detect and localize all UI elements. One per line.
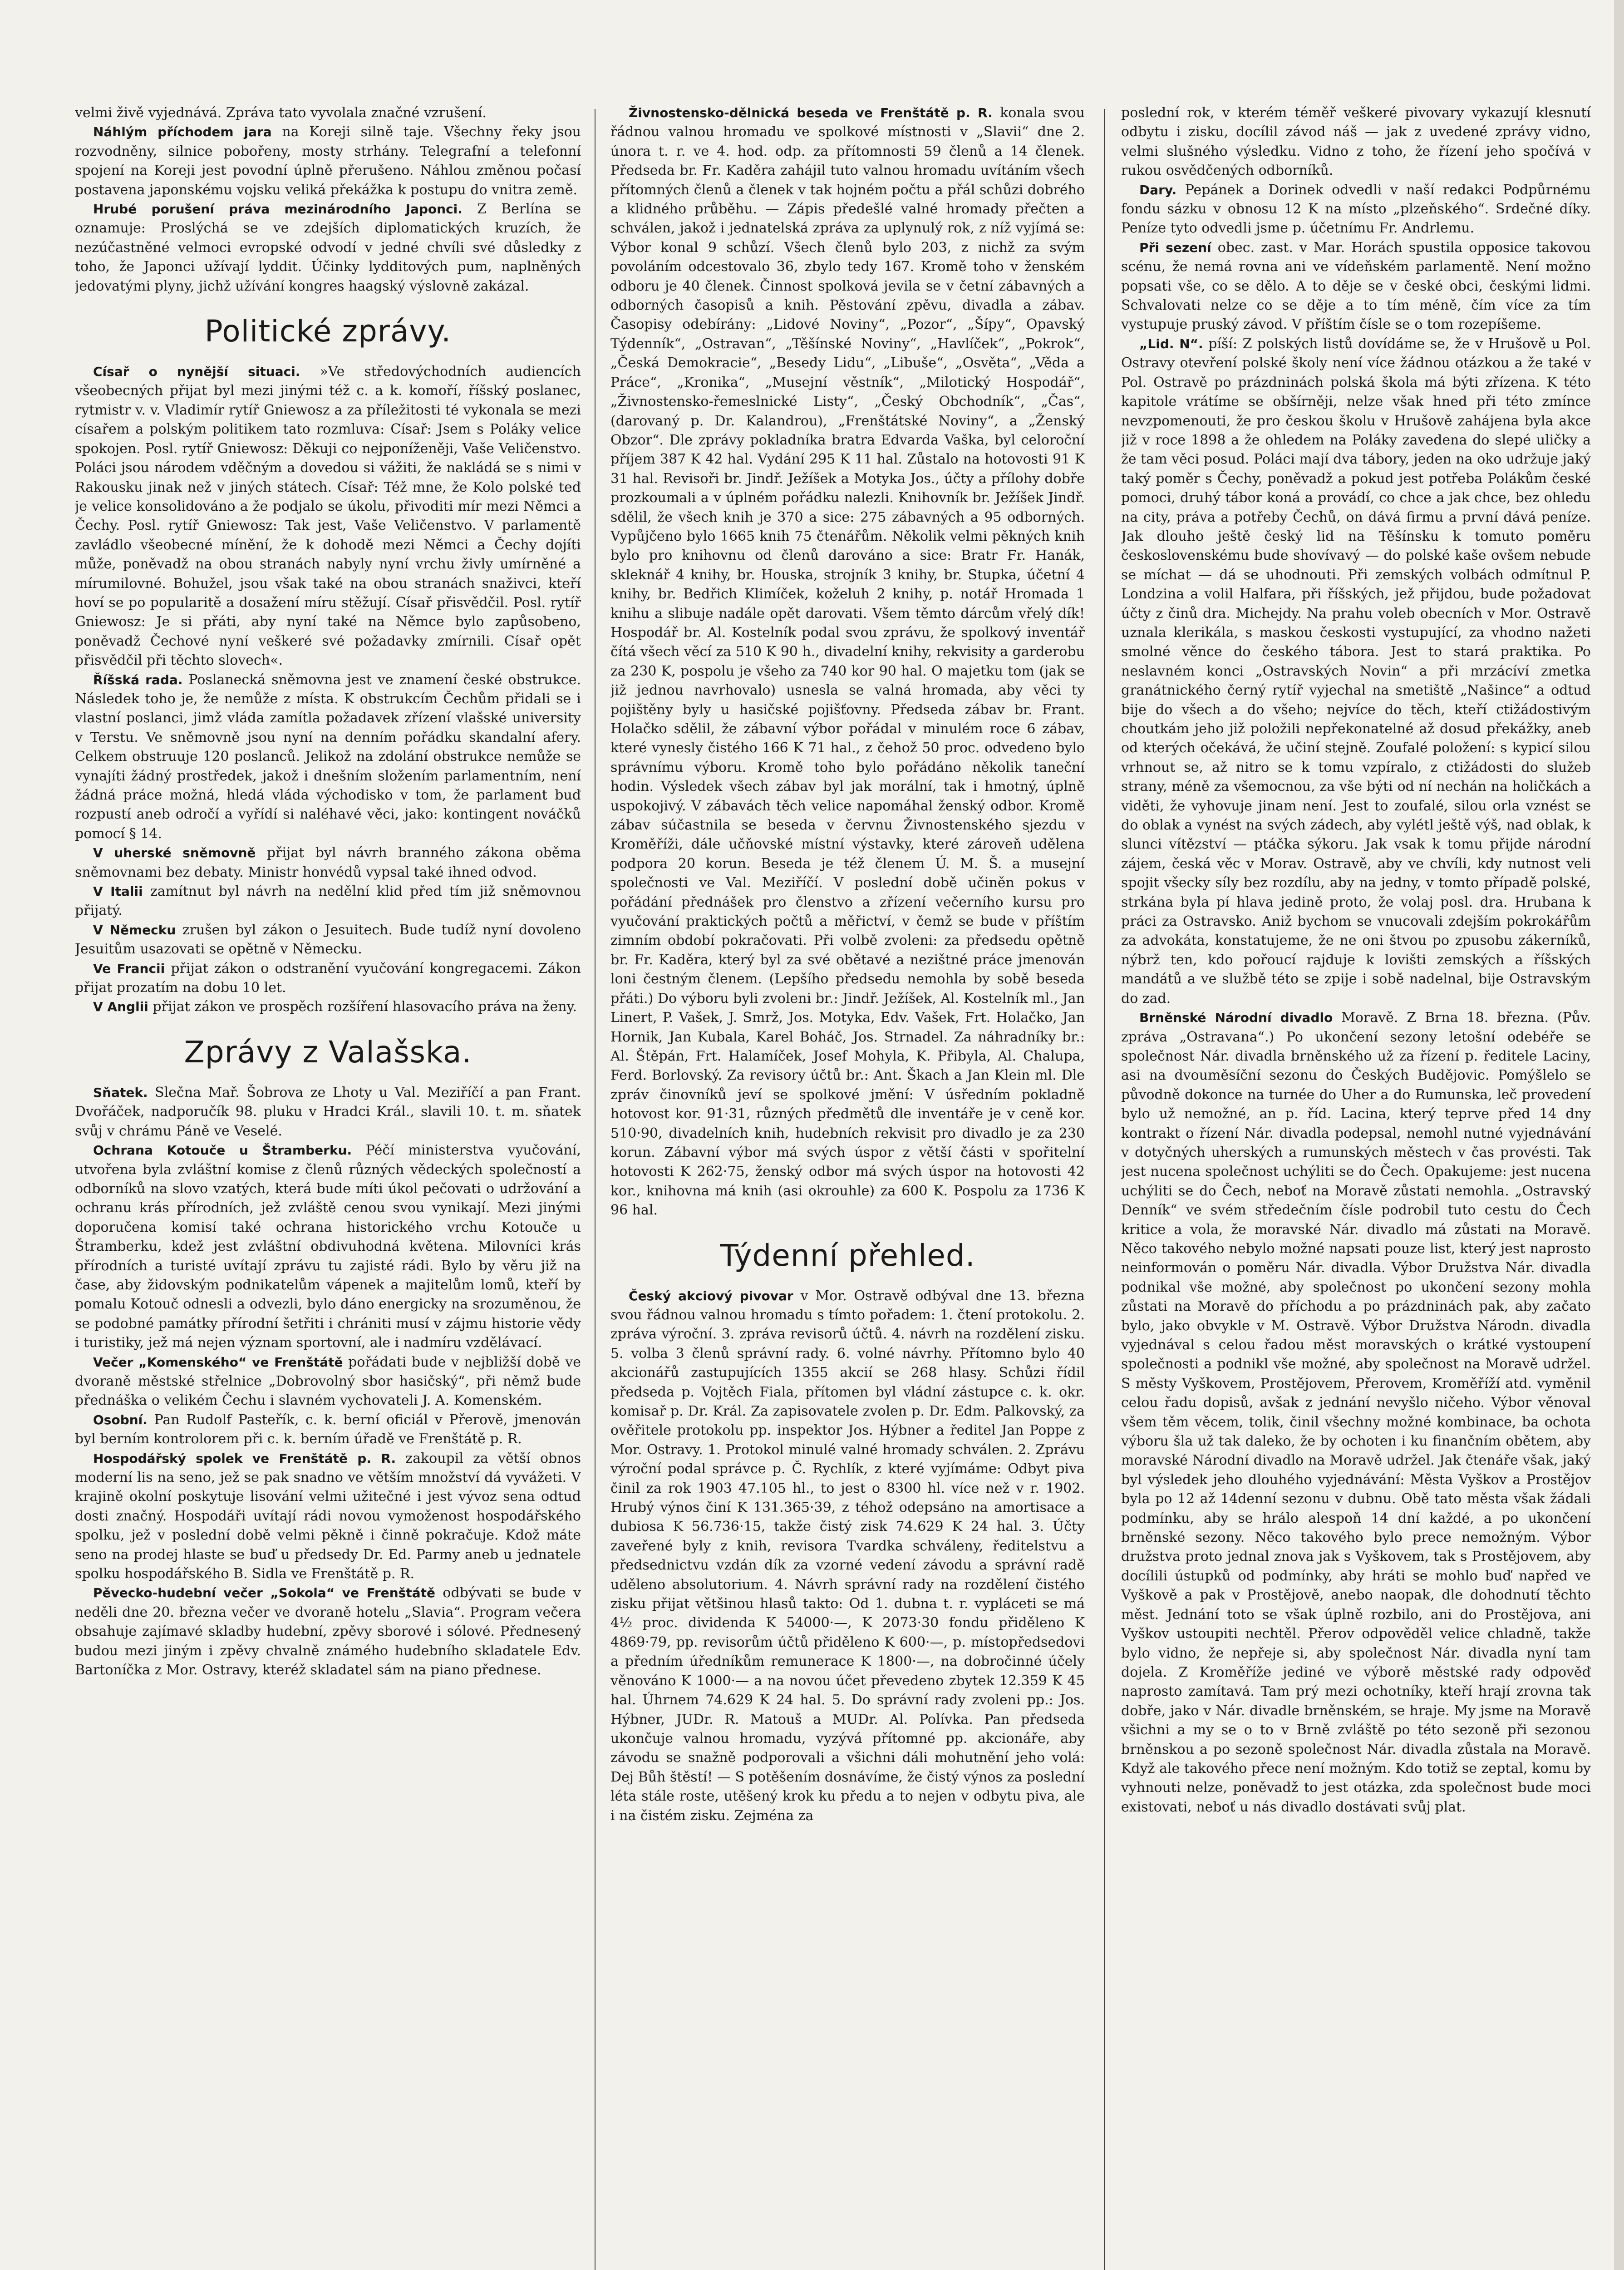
news-item <box>75 362 581 671</box>
news-item <box>1121 238 1591 335</box>
intro-text: velmi živě vyjednává. Zpráva tato vyvolala značné vzrušení. <box>75 105 487 121</box>
news-headline: Osobní. <box>93 1412 148 1427</box>
news-item <box>75 1083 581 1141</box>
news-headline: Večer „Komenského“ ve Frenštátě <box>93 1354 343 1370</box>
news-headline: V Italii <box>93 884 143 899</box>
column-rule-2 <box>1104 109 1105 2270</box>
news-text: Pepánek a Dorinek odvedli v naší redakci Podpůrnému fondu sázku v obnosu 12 K na místo „plzeňského“. Srdečné díky. Peníze tyto odvedli jsme p. účetnímu Fr. Andrlemu. <box>1121 182 1591 237</box>
news-item <box>75 921 581 959</box>
news-headline: Živnostensko-dělnická beseda ve Frenštátě p. R. <box>629 105 993 120</box>
news-text: Poslanecká sněmovna jest ve znamení české obstrukce. Následek toho je, že nemůže z místa. K obstrukcím Čechům přidali se i vlastní poslanci, jimž vláda zamítla požadavek zřízení vlašské university v Terstu. Ve sněmovně jsou nyní na denním pořádku skandalní afery. Celkem obstruuje 120 poslanců. Jelikož na zdolání obstrukce nemůže se vynajíti žádný prostředek, jakož i dnešním složením parlamentním, není žádná práce možná, hledá vláda východisko v tom, že parlament buď rozpustí aneb odročí a vyřídí si naléhavé věci, jako: kontingent nováčků pomocí § 14. <box>75 671 581 842</box>
section-title-zpravy-z-valasska: Zprávy z Valašska. <box>184 1034 472 1070</box>
news-text: obec. zast. v Mar. Horách spustila opposice takovou scénu, že nemá rovna ani ve vídeňském parlamentě. Není možno popsati vše, co se dělo. A to děje se v české obci, českými lidmi. Schvalovati nelze co se děje a to tím méně, čím více za tím vystupuje pruský závod. V příštím čísle se o tom rozepíšeme. <box>1121 239 1591 333</box>
news-text: konala svou řádnou valnou hromadu ve spolkové místnosti v „Slavii“ dne 2. února t. r. ve 4. hod. odp. za přítomnosti 59 členů a 14 členek. Předseda br. Fr. Kaděra zahájil tuto valnou hromadu uvítáním všech přítomných členů a členek v tak hojném počtu a přál schůzi dobrého a klidného průběhu. — Zápis předešlé valné hromady přečten a schválen, jakož i jednatelská zpráva za uplynulý rok, z níž vyjímá se: Výbor konal 9 schůzí. Všech členů bylo 203, z nichž za svým povoláním odcestovalo 36, zbylo tedy 167. Kromě toho v ženském odboru je 40 členek. Činnost spolková jevila se v četní zábavných a odborných časopisů a knih. Pěstování zpěvu, divadla a zábav. Časopisy odebírány: „Lidové Noviny“, „Pozor“, „Šípy“, Opavský Týdenník“, „Ostravan“, „Těšínské Noviny“, „Havlíček“, „Pokrok“, „Česká Demokracie“, „Besedy Lidu“, „Libuše“, „Osvěta“, „Věda a Práce“, „Kronika“, „Musejní věstník“, „Milotický Hospodář“, „Živnostensko-řemeslnické Listy“, „Český Obchodník“, „Čas“, (darovaný p. Dr. Kalandrou), „Frenštátské Noviny“, a „Ženský Obzor“. Dle zprávy pokladníka bratra Edvarda Vaška, byl celoroční příjem 387 K 42 hal. Vydání 295 K 11 hal. Zůstalo na hotovosti 91 K 31 hal. Revisoři br. Jindř. Ježíšek a Motyka Jos., účty a přílohy dobře prozkoumali a v úplném pořádku nalezli. Knihovník br. Ježíšek Jindř. sdělil, že všech knih je 370 a sice: 275 zábavných a 95 odborných. Vypůjčeno bylo 1665 knih 75 čtenářům. Několik velmi pěkných knih bylo pro knihovnu od členů darováno a sice: Bratr Fr. Hanák, skleknář 4 knihy, br. Houska, strojník 3 knihy, br. Stupka, účetní 4 knihy, br. Bedřich Klimíček, koželuh 2 knihy, p. notář Hromada 1 knihu a slibuje nadále opět darovati. Všem těmto dárcům vřelý dík! Hospodář br. Al. Kostelník podal svou zprávu, že spolkový inventář čítá všech věcí za 510 K 90 h., divadelní knihy, rekvisity a garderobu za 230 K, pospolu je všeho za 740 kor 90 hal. O majetku tom (jak se již jednou navrhovalo) usnesla se valná hromada, aby věci ty pojištěny byly u hasičské pojišťovny. Předseda zábav br. Frant. Holačko sdělil, že zábavní výbor pořádal v minulém roce 6 zábav, které vynesly čistého 166 K 71 hal., z čehož 50 proc. odvedeno bylo správnímu výboru. Kromě toho bylo pořádáno několik taneční hodin. Výsledek všech zábav byl jak morální, tak i hmotný, úplně uspokojivý. V zábavách těch velice napomáhal ženský odbor. Kromě zábav súčastnila se beseda v červnu Živnostenského sjezdu v Kroměříži, dále učňovské místní výstavky, které zároveň udělena podpora 20 korun. Beseda je též členem Ú. M. Š. a musejní společnosti ve Val. Meziříčí. V poslední době učiněn pokus v pořádání přednášek pro členstvo a zřízení večerního kursu pro vyučování praktických počtů a měřictví, v čemž se bude v příštím zimním období pokračovati. Při volbě zvoleni: za předsedu opětně br. Fr. Kaděra, který byl za své obětavé a nezištné práce jmenován loni čestným členem. (Lepšího předsedu nemohla by sobě beseda přáti.) Do výboru byli zvoleni br.: Jindř. Ježíšek, Al. Kostelník ml., Jan Linert, P. Vašek, J. Smrž, Jos. Motyka, Edv. Vašek, Frt. Holačko, Jan Hornik, Jan Kubala, Karel Boháč, Jos. Strnadel. Za náhradníky br.: Al. Štěpán, Frt. Halamíček, Josef Mohyla, K. Přibyla, Al. Chalupa, Ferd. Borlovský. Za revisory účtů br.: Ant. Škach a Jan Klein ml. Dle zpráv činovníků jeví se spolkové jmění: V úsředním pokladně hotovost kor. 91·31, různých předmětů dle inventáře je v ceně kor. 510·90, divadelních knih, hudebních rekvisit pro divadlo je za 230 korun. Zábavní výbor má svých úspor z větší části v spořitelní hotovosti K 262·75, ženský odbor má svých úspor na hotovosti 42 kor., knihovna má knih (asi okrouhle) za 600 K. Pospolu za 1736 K 96 hal. <box>610 105 1085 1219</box>
news-text: na Koreji silně taje. Všechny řeky jsou rozvodněny, silnice pobořeny, mosty strhány. Telegrafní a telefonní spojení na Koreji jest povodní úplně přerušeno. Náhlou změnou počasí postavena japonskému vojsku veliká překážka k postupu do vnitra země. <box>75 124 581 198</box>
news-text: Moravě. Z Brna 18. března. (Pův. zpráva „Ostravana“.) Po ukončení sezony letošní odebéře se společnost Nár. divadla brněnského už za řízení p. ředitele Laciny, asi na dvouměsíční sezonu do Českých Budějovic. Pomýšlelo se původně dokonce na turnée do Uher a do Rumunska, leč provedení bylo už nemožné, an p. říd. Lacina, který teprve před 14 dny kontrakt o řízení Nár. divadla podepsal, nemohl nutné vyjednávání v dotyčných uherských a rumunských městech v čas provésti. Tak jest nucena společnost uchýliti se do Čech. Opakujeme: jest nucena uchýliti se do Čech, neboť na Moravě zůstati nemohla. „Ostravský Denník“ ve svém středečním čísle podrobil tuto cestu do Čech kritice a vola, že moravské Nár. divadlo má zůstati na Moravě. Něco takového nebylo možné napsati pouze list, který jest naprosto neinformován o poměru Nár. divadla. Výbor Družstva Nár. divadla podnikal vše možné, aby společnost po ukončení sezony mohla zůstati na Moravě do příchodu a po prázdninách pak, aby začato bylo, jako obvykle v M. Ostravě. Výbor Družstva Národn. divadla vyjednával s celou řadou měst moravských o krátké vystoupení společnosti a podnikl vše možné, aby společnost na Moravě udržel. S městy Vyškovem, Prostějovem, Přerovem, Kroměříží atd. vyměnil celou řadu dopisů, avšak z jednání nevyšlo ničeho. Výbor věnoval všem těm věcem, tolik, činil všechny možné kombinace, ba ochota výboru šla už tak daleko, že by ochoten i ku finančním obětem, aby moravské Národní divadlo na Moravě udržel. Jak čtenáře však, jaký byl výsledek jeho dlouhého vyjednávání: Města Vyškov a Prostějov byla po 12 až 14denní sezonu v dubnu. Obě tato města však žádali podmínku, aby se hrálo alespoň 14 dní každé, a po ukončení brněnské sezony. Něco takového bylo prece nemožným. Výbor družstva proto jednal znova jak s Vyškovem, tak s Prostějovem, aby docílili ústupků od podmínky, aby hráti se mohlo buď napřed ve Vyškově a pak v Prostějově, anebo naopak, dle dohodnutí těchto měst. Jednání toto se však úplně rozbilo, ani do Prostějova, ani Vyškov ustoupiti nechtěl. Přerov odpověděl velice chladně, takže bylo vidno, že nepřeje si, aby společnost Nár. divadla nyní tam dojela. Z Kroměříže jediné ve výborě městské rady odpověď naprosto zamítavá. Tam prý mezi ochotníky, kteří hrají zrovna tak dobře, jako v Nár. divadle brněnském, se hraje. My jsme na Moravě všichni a my se o to v Brně zvláště po této sezoně při sezonou brněnskou a po sezoně společnost Nár. divadla zůstala na Moravě. Když ale takového přece není možným. Kdo totiž se zeptal, komu by vyhnouti nelze, poněvadž to jest otázka, zda společnost bude moci existovati, neboť u nás divadlo dostávati svůj plat. <box>1121 1010 1591 1815</box>
news-item <box>75 1141 581 1352</box>
news-headline: Dary. <box>1139 182 1177 197</box>
news-item <box>75 997 581 1017</box>
news-text: v Mor. Ostravě odbýval dne 13. března svou řádnou valnou hromadu s tímto pořadem: 1. čtení protokolu. 2. zpráva výroční. 3. zpráva revisorů účtů. 4. návrh na rozdělení zisku. 5. volba 3 členů správní rady. 6. volné návrhy. Přítomno bylo 40 akcionářů zastupujících 1355 akcií se 268 hlasy. Schůzi řídil předseda p. Vojtěch Fiala, přítomen byl vládní zástupce c. k. okr. komisař p. Dr. Král. Za zapisovatele zvolen p. Dr. Edm. Palkovský, za ověřitele protokolu pp. inspektor Jos. Hýbner a ředitel Jan Poppe z Mor. Ostravy. 1. Protokol minulé valné hromady schválen. 2. Zprávu výroční podal správce p. Č. Rychlík, z které vyjímáme: Odbyt piva činil za rok 1903 47.105 hl., to jest o 8300 hl. více než v r. 1902. Hrubý výnos činí K 131.365·39, z téhož odepsáno na amortisace a dubiosa K 56.736·15, takže čistý zisk 74.629 K 24 hal. 3. Účty zaveřené byly z knih, revisora Tvardka schváleny, ředitelstvu a předsednictvu vzdán dík za vzorné vedení závodu a správní radě uděleno absolutorium. 4. Návrh správní rady na rozdělení čistého zisku přijat většinou hlasů takto: Od 1. dubna t. r. vypláceti se má 4½ proc. dividenda K 54000·—, K 2073·30 fondu přiděleno K 4869·79, pp. revisorům účtů přiděleno K 600·—, p. místopředsedovi a předním úředníkům remunerace K 1800·—, na dobročinné účely věnováno K 1000·— a na novou účet převedeno zbytek 12.359 K 45 hal. Úhrnem 74.629 K 24 hal. 5. Do správní rady zvoleni pp.: Jos. Hýbner, JUDr. R. Matouš a MUDr. Al. Polívka. Pan předseda ukončuje valnou hromadu, vyzývá přítomné pp. akcionáře, aby závodu se snažně podporovali a všichni dáli mohutnění jeho volá: Dej Bůh štěstí! — S potěšením dosnávíme, že čistý výnos za poslední léta stále roste, utěšený krok ku předu a to nejen v odbytu piva, ale i na čistém zisku. Zejména za <box>610 1288 1085 1824</box>
news-headline: V Anglii <box>93 999 148 1015</box>
news-item <box>75 123 581 200</box>
news-item <box>610 104 1085 1220</box>
news-headline: V Německu <box>93 922 176 938</box>
news-item <box>75 1411 581 1449</box>
news-headline: Hospodářský spolek ve Frenštátě p. R. <box>93 1451 396 1466</box>
news-headline: Náhlým příchodem jara <box>93 124 272 140</box>
news-headline: Říšská rada. <box>93 672 183 687</box>
continued-text: poslední rok, v kterém téměř veškeré pivovary vykazují klesnutí odbytu i zisku, docílil závod náš — jak z uvedené zprávy vidno, velmi slušného výsledku. Vidno z toho, že řízení jeho spočívá v rukou osvědčených odborníků. <box>1121 105 1591 179</box>
news-text: »Ve středovýchodních audiencích všeobecných přijat byl mezi jinými též c. a k. komoří, říšský poslanec, rytmistr v. v. Vladimír rytíř Gniewosz a za příležitosti té vykonala se mezi císařem a polským politikem tato rozmluva: Císař: Jsem s Poláky velice spokojen. Posl. rytíř Gniewosz: Děkuji co nejponíženěji, Vaše Veličenstvo. Poláci jsou národem vděčným a dovedou si vážiti, že nakládá se s nimi v Rakousku jinak než v jiných státech. Císař: Též mne, že Kolo polské teď je velice konsolidováno a že podjalo se úkolu, přivoditi mír mezi Němci a Čechy. Posl. rytíř Gniewosz: Tak jest, Vaše Veličenstvo. V parlamentě zavládlo všeobecné mínění, že k dohodě mezi Němci a Čechy dojíti může, poněvadž na obou stranách nabyly nyní vrchu živly umírněné a mírumilovné. Bohužel, jsou však také na obou stranách snaživci, kteří hoví se po popularitě a dosažení míru stěžují. Císař přisvědčil. Posl. rytíř Gniewosz: Je si přáti, aby nyní také na Němce bylo zapůsobeno, poněvadž Čechové nyní veškeré své požadavky zmírnili. Císař opět přisvědčil při těchto slovech«. <box>75 364 581 669</box>
news-headline: Při sezení <box>1139 240 1211 255</box>
news-text: zamítnut byl návrh na nedělní klid před tím již sněmovnou přijatý. <box>75 883 581 919</box>
page-edge-shadow <box>1614 0 1624 2270</box>
news-text: přijat zákon o odstranění vyučování kongregacemi. Zákon přijat prozatím na dobu 10 let. <box>75 960 581 996</box>
news-item <box>1121 335 1591 1008</box>
news-item <box>610 1287 1085 1826</box>
news-headline: „Lid. N“. <box>1139 336 1203 351</box>
news-headline: Císař o nynější situaci. <box>93 364 300 380</box>
section-title-tydenni-prehled: Týdenní přehled. <box>720 1238 975 1273</box>
news-item <box>1121 181 1591 238</box>
news-headline: Pěvecko-hudební večer „Sokola“ ve Frenštátě <box>93 1585 435 1601</box>
news-item <box>75 1584 581 1680</box>
news-text: Z Berlína se oznamuje: Proslýchá se ve zdejších diplomatických kruzích, že nezúčastněné velmoci evropské odvodí v jedné chvíli své důsledky z toho, že Japonci užívají lyddit. Účinky lydditových pum, naplněných jedovatými plyny, jichž užívání kongres haagský výslovně zakázal. <box>75 201 581 294</box>
news-text: Pan Rudolf Pasteřík, c. k. berní oficiál v Přerově, jmenován byl berním kontrolorem při c. k. berním úřadě ve Frenštátě p. R. <box>75 1411 581 1447</box>
news-headline: Český akciový pivovar <box>629 1288 793 1303</box>
news-text: zrušen byl zákon o Jesuitech. Bude tudíž nyní dovoleno Jesuitům usazovati se opětně v Německu. <box>75 922 581 957</box>
news-headline: Sňatek. <box>93 1085 148 1100</box>
column-3 <box>1121 104 1591 2270</box>
news-item <box>75 200 581 296</box>
news-text: Péčí ministerstva vyučování, utvořena byla zvláštní komise z členů různých vědeckých společností a odborníků na slovo vzatých, která bude míti úkol pečovati o udržování a ochranu krás přírodních, jež zvláště cenou svou vynikají. Mezi jinými doporučena komisí také ochrana historického vrchu Kotouče u Štramberku, kdež jest zvláštní obdivuhodná květena. Milovníci krás přírodních a turisté uvítají zprávu tu zajisté rádi. Bylo by věru již na čase, aby židovským podnikatelům vápenek a majitelům lomů, kteří by pomalu Kotouč odnesli a odvezli, bylo dáno energicky na srozuměnou, že se podobné památky přírodní šetřiti i chrániti musí v zájmu historie vědy i turistiky, jež má nejen význam sportovní, ale i nadmíru vzdělávací. <box>75 1142 581 1351</box>
news-item <box>75 959 581 998</box>
news-headline: Brněnské Národní divadlo <box>1139 1010 1333 1026</box>
section-title-politicke-zpravy: Politické zprávy. <box>204 314 452 349</box>
news-text: přijat byl návrh branného zákona oběma sněmovnami bez debaty. Ministr honvédů vypsal také ihned odvod. <box>75 845 581 880</box>
news-item <box>75 844 581 882</box>
news-item <box>75 882 581 921</box>
news-item <box>1121 1008 1591 1817</box>
news-text: Slečna Mař. Šobrova ze Lhoty u Val. Meziříčí a pan Frant. Dvořáček, nadporučík 98. pluku v Hradci Král., slavili 10. t. m. sňatek svůj v chrámu Páně ve Veselé. <box>75 1084 581 1139</box>
column-2 <box>610 104 1085 2270</box>
news-text: odbývati se bude v neděli dne 20. března večer ve dvoraně hotelu „Slavia“. Program večera obsahuje zajímavé skladby hudební, zpěvy sborové i sólové. Přednesený budou mezi jiným i zpěvy chvalně známého hudebního skladatele Edv. Bartoníčka z Mor. Ostravy, kteréž skladatel sám na piano přednese. <box>75 1585 581 1678</box>
news-headline: Ochrana Kotouče u Štramberku. <box>93 1143 352 1158</box>
news-text: přijat zákon ve prospěch rozšíření hlasovacího práva na ženy. <box>153 999 577 1015</box>
column-1 <box>75 104 581 2270</box>
news-headline: Ve Francii <box>93 961 165 976</box>
news-text: zakoupil za větší obnos moderní lis na seno, jež se pak snadno ve větším množství dá vyvážeti. V krajině okolní poskytuje lisování velmi užitečné i jest vývoz sena odtud dosti značný. Hospodáři uvítají rádi novou vymoženost hospodářského spolku, jež v poslední době velmi pěkně i činně pokračuje. Kdož máte seno na prodej hlaste se buď u předsedy Dr. Ed. Parmy aneb u jednatele spolku hospodářského B. Sidla ve Frenštátě p. R. <box>75 1450 581 1582</box>
news-item <box>75 1449 581 1584</box>
news-text: píší: Z polských listů dovídáme se, že v Hrušově u Pol. Ostravy otevření polské školy není více žádnou otázkou a že také v Pol. Ostravě po prázdninách polská škola má býti zřízena. K této kapitole vrátíme se obšírněji, nelze však hned při této zmínce nevzpomenouti, že pro českou školu v Hrušově zahájena byla akce již v roce 1898 a že ohledem na Poláky zavedena do slepé uličky a že tam věci posud. Poláci mají dva tábory, jeden na oko udržuje jaký taký poměr s Čechy, poněvadž a pokud jest potřeba Polákům české pomoci, druhý tábor koná a provádí, co chce a jak chce, bez ohledu na city, práva a potřeby Čechů, on dává firmu a první dává peníze. Jak dlouho ještě český lid na Těšínsku k tomuto poměru československému bude shovívavý — do polské kaše ovšem nebude se míchat — dá se uhodnouti. Při zemských volbách odmítnul P. Londzina a volil Halfara, při říšských, jež přijdou, bude požadovat účty z činů dra. Michejdy. Na prahu voleb obecních v Mor. Ostravě uznala klerikála, s maskou českosti vystupující, za vhodno nažeti smolné věnce do českého tábora. Jest to stará praktika. Po neslavném konci „Ostravských Novin“ a při mrzácíví zmetka granátnického černý rytíř vyjechal na smetiště „Našince“ a odtud bije do všech a do všeho; nejvíce do těch, kteří ctižádostivým choutkám jeho již položili nepřekonatelné až dosud překážky, aneb od kterých očekává, že učiní stejně. Zoufalé položení: s kypicí silou vrhnout se, až nitro se k tomu vzpíralo, z ctižádosti do služeb strany, méně za všemocnou, za vše býti od ní nechán na holičkách a viděti, že vyhovuje jinam není. Jest to zoufalé, silou orla vznést se do oblak a vynést na svých zádech, aby vylétl ještě výš, nad oblak, k slunci vítězství — ptáčka sýkoru. Jak vsak k tomu přijde národní zájem, česká věc v Morav. Ostravě, aby ve chvíli, kdy nutnost veli spojit všecky síly bez rozdílu, aby na jedny, v tomto případě polské, strkána byla pí hlava jedině proto, že volaj posl. dra. Hrubana k práci za Ostravsko. Aniž bychom se vnucovali zdejším pokrokářům za advokáta, konstatujeme, že ne oni štvou po zpusobu zákerníků, nýbrž ten, kdo pořoucí rajduje k lovišti zemských a říšských mandátů a ve službě této se zpije i sobě nadelnal, bije Ostravským do zad. <box>1121 336 1591 1007</box>
news-item <box>75 671 581 844</box>
news-headline: Hrubé porušení práva mezinárodního Japonci. <box>93 202 463 217</box>
news-text: pořádati bude v nejbližší době ve dvoraně městské střelnice „Dobrovolný sbor hasičský“, při němž bude přednáška o velikém Čechu i slavném vychovateli J. A. Komenském. <box>75 1354 581 1409</box>
news-headline: V uherské sněmovně <box>93 845 256 861</box>
news-item <box>75 1353 581 1411</box>
